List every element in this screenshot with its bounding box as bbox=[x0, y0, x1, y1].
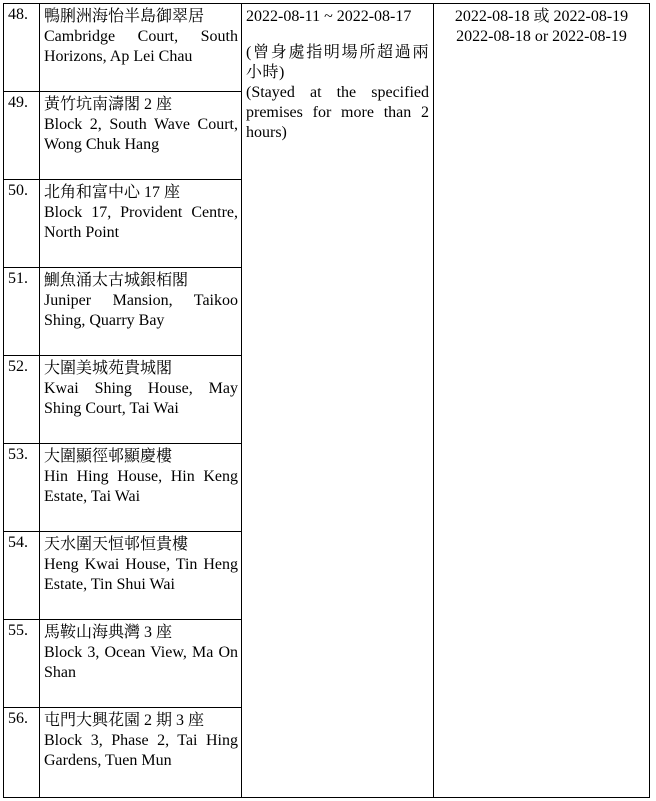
premises-name-en: Cambridge Court, South Horizons, Ap Lei Chau bbox=[44, 28, 238, 65]
premises-name-zh: 天水圍天恒邨恒貴樓 bbox=[44, 536, 189, 553]
premises-cell bbox=[40, 532, 242, 620]
table-row bbox=[4, 4, 650, 92]
row-number: 51. bbox=[4, 268, 40, 356]
row-number: 49. bbox=[4, 92, 40, 180]
premises-name-en: Juniper Mansion, Taikoo Shing, Quarry Bay bbox=[44, 292, 238, 329]
premises-name-en: Block 17, Provident Centre, North Point bbox=[44, 204, 238, 241]
premises-name-en: Hin Hing House, Hin Keng Estate, Tai Wai bbox=[44, 468, 238, 505]
row-number: 50. bbox=[4, 180, 40, 268]
premises-cell bbox=[40, 4, 242, 92]
row-number: 53. bbox=[4, 444, 40, 532]
premises-name-zh: 鰂魚涌太古城銀栢閣 bbox=[44, 272, 189, 289]
test-date-zh: 2022-08-18 或 2022-08-19 bbox=[454, 8, 629, 25]
row-number: 52. bbox=[4, 356, 40, 444]
premises-name-en: Heng Kwai House, Tin Heng Estate, Tin Shui Wai bbox=[44, 556, 238, 593]
row-number: 55. bbox=[4, 620, 40, 708]
premises-cell bbox=[40, 708, 242, 798]
premises-name-zh: 馬鞍山海典灣 3 座 bbox=[44, 624, 173, 641]
specified-premises-table bbox=[3, 3, 650, 798]
test-date-en: 2022-08-18 or 2022-08-19 bbox=[456, 28, 627, 45]
premises-name-zh: 北角和富中心 17 座 bbox=[44, 184, 181, 201]
premises-name-en: Block 2, South Wave Court, Wong Chuk Hang bbox=[44, 116, 238, 153]
premises-cell bbox=[40, 620, 242, 708]
period-note-en: (Stayed at the specified premises for more than 2 hours) bbox=[246, 84, 429, 141]
premises-name-zh: 鴨脷洲海怡半島御翠居 bbox=[44, 8, 205, 25]
premises-cell bbox=[40, 356, 242, 444]
premises-name-en: Block 3, Ocean View, Ma On Shan bbox=[44, 644, 238, 681]
period-note-zh: (曾身處指明場所超過兩小時) bbox=[246, 44, 429, 81]
period-range: 2022-08-11 ~ 2022-08-17 bbox=[246, 8, 412, 25]
premises-cell bbox=[40, 180, 242, 268]
period-cell bbox=[242, 4, 434, 798]
premises-name-zh: 屯門大興花園 2 期 3 座 bbox=[44, 712, 205, 729]
row-number: 54. bbox=[4, 532, 40, 620]
premises-cell bbox=[40, 444, 242, 532]
row-number: 48. bbox=[4, 4, 40, 92]
premises-cell bbox=[40, 92, 242, 180]
test-date-cell bbox=[434, 4, 650, 798]
premises-name-zh: 大圍美城苑貴城閣 bbox=[44, 360, 173, 377]
row-number: 56. bbox=[4, 708, 40, 798]
premises-cell bbox=[40, 268, 242, 356]
premises-name-en: Block 3, Phase 2, Tai Hing Gardens, Tuen Mun bbox=[44, 732, 238, 769]
premises-name-zh: 大圍顯徑邨顯慶樓 bbox=[44, 448, 173, 465]
premises-name-zh: 黃竹坑南濤閣 2 座 bbox=[44, 96, 173, 113]
premises-name-en: Kwai Shing House, May Shing Court, Tai Wai bbox=[44, 380, 238, 417]
